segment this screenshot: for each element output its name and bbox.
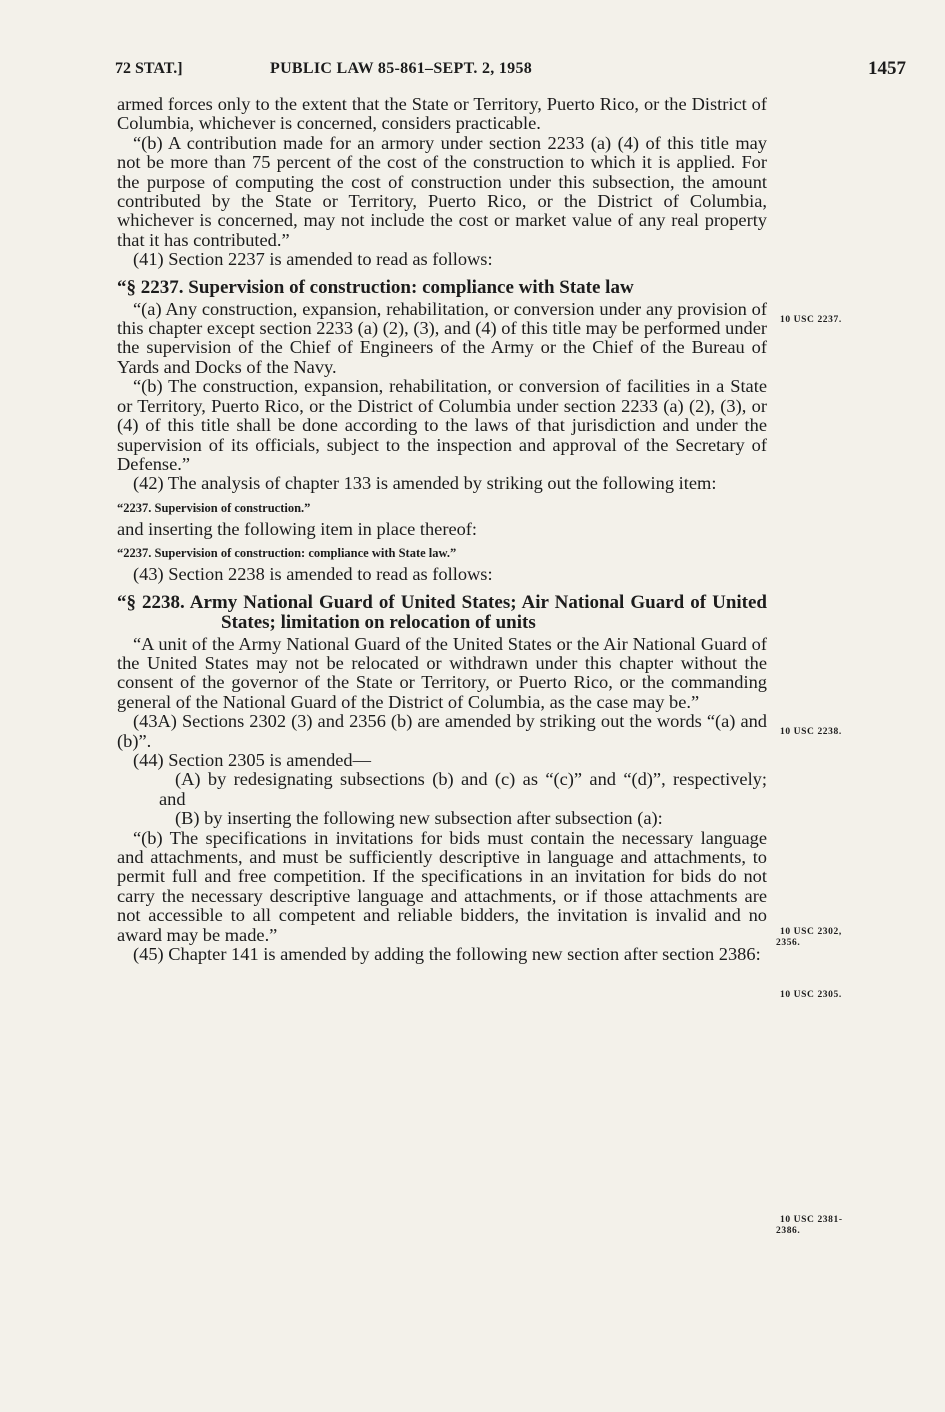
margin-note: 10 USC 2238. bbox=[780, 727, 842, 737]
paragraph: (B) by inserting the following new subsection after subsection (a): bbox=[175, 808, 663, 829]
paragraph: “(b) A contribution made for an armory under section 2233 (a) (4) of this title may not be more than 75 percent of the cost of the construction to which it is applied. For the purpose of computing the cost of construction under this subsection, the amount contributed by the State or Territory, Puerto Rico, or the District of Columbia, whichever is concerned, may not include the cost or market value of any real property that it has contributed.” bbox=[117, 132, 767, 250]
analysis-item: “2237. Supervision of construction.” bbox=[117, 500, 311, 515]
paragraph: (A) by redesignating subsections (b) and (c) as “(c)” and “(d)”, respectively; and bbox=[159, 769, 767, 809]
section-heading: “§ 2237. Supervision of construction: compliance with State law bbox=[117, 276, 634, 298]
statute-volume: 72 STAT.] bbox=[115, 60, 183, 77]
paragraph: “A unit of the Army National Guard of the United States or the Air National Guard of the United States may not be relocated or withdrawn under this chapter without the consent of the governor of the State or Territory, or Puerto Rico, or the commanding general of the National Guard of the District of Columbia, as the case may be.” bbox=[117, 633, 767, 712]
margin-note-line: 10 USC 2381- bbox=[780, 1215, 843, 1225]
margin-note: 10 USC 2237. bbox=[780, 315, 842, 325]
paragraph: (44) Section 2305 is amended— bbox=[133, 749, 372, 770]
margin-note-line: 2356. bbox=[776, 938, 801, 948]
margin-note bbox=[776, 1215, 843, 1237]
analysis-item: “2237. Supervision of construction: compliance with State law.” bbox=[117, 546, 457, 561]
paragraph: “(a) Any construction, expansion, rehabilitation, or conversion under any provision of this chapter except section 2233 (a) (2), (3), and (4) of this title may be performed under the supervision of the Chief of Engineers of the Army or the Chief of the Bureau of Yards and Docks of the Navy. bbox=[117, 298, 767, 377]
paragraph: and inserting the following item in place thereof: bbox=[117, 518, 478, 539]
paragraph: (42) The analysis of chapter 133 is amended by striking out the following item: bbox=[133, 473, 717, 494]
section-heading: “§ 2238. Army National Guard of United States; Air National Guard of United States; limitation on relocation of units bbox=[117, 591, 767, 633]
margin-note-line: 2386. bbox=[776, 1226, 801, 1236]
paragraph: “(b) The specifications in invitations for bids must contain the necessary language and attachments, and must be sufficiently descriptive in language and attachments, to permit full and free competition. If the specifications in an invitation for bids do not carry the necessary descriptive language and attachments, or if those attachments are not accessible to all competent and reliable bidders, the invitation is invalid and no award may be made.” bbox=[117, 827, 767, 945]
page-number: 1457 bbox=[868, 58, 906, 79]
margin-note-line: 10 USC 2302, bbox=[780, 927, 842, 937]
paragraph: (43) Section 2238 is amended to read as follows: bbox=[133, 564, 493, 585]
paragraph: “(b) The construction, expansion, rehabilitation, or conversion of facilities in a State or Territory, Puerto Rico, or the District of Columbia under section 2233 (a) (2), (3), or (4) of this title shall be done according to the laws of that jurisdiction and under the supervision of its officials, subject to the inspection and approval of the Secretary of Defense.” bbox=[117, 376, 767, 474]
running-head: PUBLIC LAW 85-861–SEPT. 2, 1958 bbox=[270, 60, 533, 77]
paragraph: (43A) Sections 2302 (3) and 2356 (b) are amended by striking out the words “(a) and (b)”. bbox=[117, 711, 767, 751]
paragraph: (41) Section 2237 is amended to read as follows: bbox=[133, 249, 493, 270]
margin-note bbox=[776, 927, 842, 949]
body-text bbox=[117, 95, 767, 964]
paragraph: (45) Chapter 141 is amended by adding the following new section after section 2386: bbox=[133, 944, 761, 965]
paragraph: armed forces only to the extent that the State or Territory, Puerto Rico, or the District of Columbia, whichever is concerned, considers practicable. bbox=[117, 94, 767, 134]
margin-note: 10 USC 2305. bbox=[780, 990, 842, 1000]
